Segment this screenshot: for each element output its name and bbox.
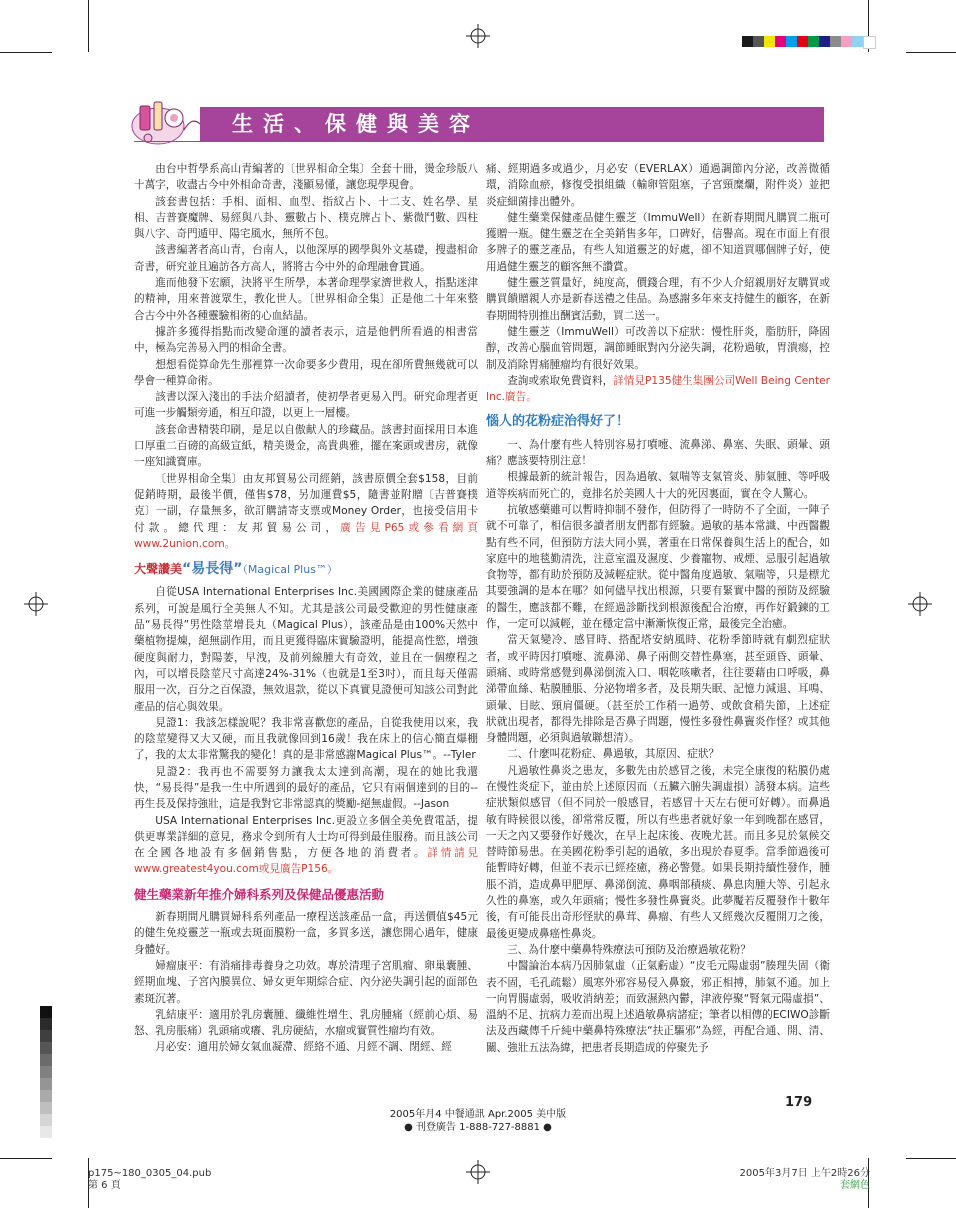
ad-phone-line: [0, 1121, 956, 1134]
color-swatch: [830, 36, 841, 47]
print-date: 2005年3月7日 上午2時26分: [739, 1168, 870, 1179]
ad-reference-link[interactable]: 詳情見P135健生集團公司Well Being Center Inc.廣告。: [486, 374, 830, 404]
paragraph: 月必安：適用於婦女氣血凝滯、經絡不通、月經不調、閉經、經: [155, 1041, 452, 1054]
paragraph: 健生靈芝（ImmuWell）可改善以下症狀：慢性肝炎，脂肪肝，降固醇，改善心腦血管問題，調節睡眠對內分泌失調，花粉過敏，胃潰瘍，控制及消除胃痛腫瘤均有很好效果。: [486, 325, 830, 371]
file-slug: [88, 1168, 211, 1192]
registration-mark-icon: [908, 592, 932, 616]
paragraph-text: USA International Enterprises Inc.更設立多個全美免費電話，提供更專業詳細的意見，務求令到所有人士均可得到最佳服務。而且該公司在全國各地設有多個銷售點，方便各地的消費者。: [134, 814, 478, 860]
page-number: 179: [785, 1095, 813, 1110]
color-swatch: [852, 36, 863, 47]
crop-mark: [88, 0, 89, 52]
gray-swatch: [40, 1018, 52, 1030]
cosmetics-illustration-icon: [128, 96, 206, 146]
paragraph: 自從USA International Enterprises Inc.美國國際企業的健康產品系列，可說是風行全美無人不知。尤其是該公司最受歡迎的男性健康產品“易長得”男性陰莖增長丸（Magical Plus），該產品是由100%天然中藥植物提煉，絕無副作用，而且更獲得臨床實驗證明，能提高性慾，增強硬度與耐力，對陽萎，早洩，及前列線腫大有奇效，並且在一個療程之內，可以增長陰莖尺寸高達24%-31%（也就是1至3吋），而且每天僅需服用一次，百分之百保證，無效退款，從以下真實見證便可知該公司對此產品的信心與效果。: [134, 586, 478, 713]
gray-swatch: [40, 1078, 52, 1090]
publication-line: 2005年月4 中餐通訊 Apr.2005 美中版: [389, 1109, 567, 1120]
crop-mark: [0, 1158, 52, 1159]
gray-swatch: [40, 1090, 52, 1102]
subheading: 三、為什麼中藥鼻特殊療法可預防及治療過敏花粉？: [507, 943, 751, 956]
divider: [134, 141, 824, 142]
article-heading: 健生藥業新年推介婦科系列及保健品優惠活動: [134, 886, 385, 902]
paragraph: 新春期間凡購買婦科系列產品一療程送該產品一盒，再送價值$45元的健生免疫靈芝一瓶或去斑面膜粉一盒，多買多送，讓您開心過年，健康身體好。: [134, 911, 478, 956]
paragraph: [486, 373, 830, 406]
paragraph: 該書以深入淺出的手法介紹讀者，使初學者更易入門。研究命理者更可進一步觸類旁通，相互印證，以更上一層樓。: [134, 391, 478, 420]
subheading: 二、什麼叫花粉症、鼻過敏，其原因、症狀？: [507, 748, 720, 761]
paragraph: 健生藥業保健產品健生靈芝（ImmuWell）在新春期間凡購買二瓶可獲贈一瓶。健生靈芝在全美銷售多年，口碑好，信譽高。現在市面上有很多牌子的靈芝產品，有些人知道靈芝的好處，卻不知道買哪個牌子好，使用過健生靈芝的顧客無不讚賞。: [486, 211, 830, 273]
testimonial: 見證2：我再也不需要努力讓我太太達到高潮，現在的她比我還快，“易長得”是我一生中所遇到的最好的產品，它只有兩個達到的目的--再生長及保持強壯，這是我對它非常認真的獎勵-絕無虛假。--Jason: [134, 765, 478, 811]
testimonial: 見證1：我該怎樣說呢？我非常喜歡您的產品，自從我使用以來，我的陰莖變得又大又硬，而且我就像回到16歲！我在床上的信心簡直爆棚了，我的太太非常驚我的變化！真的是非常感謝Magical Plus™。--Tyler: [134, 716, 478, 762]
registration-mark-icon: [466, 1160, 490, 1184]
color-swatch: [786, 36, 797, 47]
paragraph: 當天氣變冷、感冒時、搭配塔安納風時、花粉季節時就有劇烈症狀者，或平時因打噴嚏、流鼻涕、鼻子兩側交替性鼻塞，甚至頭昏、頭暈、頭痛、或時常感覺到鼻涕倒流入口、咽乾咳嗽者，往往要藉由口呼吸，鼻涕帶血絲、粘膜腫脹、分泌物增多者，及長期失眠、記憶力減退、耳鳴、頭暈、目眩、頸肩僵硬。（甚至於工作稍一過勞、或飲食稍失節，上述症狀就出現者，都得先排除是否鼻子問題，慢性多發性鼻竇炎作怪？或其他身體問題，必須與過敏聯想清）。: [486, 634, 830, 745]
color-swatch: [775, 36, 786, 47]
color-swatch: [797, 36, 808, 47]
color-swatch: [819, 36, 830, 47]
page-label: 第 6 頁: [88, 1180, 121, 1191]
paragraph: 該套書包括：手相、面相、血型、指紋占卜、十二支、姓名學、星相、吉普賽魔牌、易經與八卦、靈數占卜、樸克牌占卜、紫微鬥數、四柱與八字、奇門遁甲、陽宅風水，無所不包。: [134, 195, 478, 241]
ad-reference-link[interactable]: 詳情請見www.greatest4you.com或見廣告P156。: [134, 847, 479, 876]
color-swatch: [841, 36, 852, 47]
date-slug: [722, 1168, 870, 1192]
paragraph: 婦瘤康平：有消痛排毒養身之功效。專於清理子宮肌瘤、卵巢囊腫、經期血塊、子宮內膜異位、婦女更年期綜合症、內分泌失調引起的面部色素斑沉著。: [134, 959, 478, 1005]
paragraph: 該書編著者高山青，台南人，以他深厚的國學與外文基礎，搜盡相命奇書，研究並且遍訪各方高人，將將古今中外的命理融會貫通。: [134, 244, 478, 273]
crop-mark: [906, 52, 956, 53]
paragraph-text: 〔世界相命全集〕由友邦貿易公司經銷，該書原價全套$158，目前促銷時期，最後半價，僅售$78，另加運費$5，隨書並附贈〔吉普賽樸克〕一副，存量無多，欲訂購請寄支票或Money Order，也接受信用卡付款。總代理：友邦貿易公司，: [134, 472, 478, 534]
ad-phone-text: 刊登廣告 1-888-727-8881: [416, 1122, 540, 1133]
left-column: [134, 161, 478, 1056]
paragraph: 據許多獲得指點而改變命運的讀者表示，這是他們所看過的相書當中，極為完善易入門的相命全書。: [134, 325, 478, 355]
paragraph: 凡過敏性鼻炎之患友，多數先由於感冒之後，未完全康復的粘膜仍處在慢性炎症下，並由於上述原因而（五臟六腑失調虛損）誘發本病。這些症狀類似感冒（但不同於一般感冒，若感冒十天左右便可好轉）。而鼻過敏有時候很以後，卻常常反覆，所以有些患者就好象一年到晚都在感冒，一天之內又要發作好幾次，在早上起床後、夜晚尤甚。而且多見於氣候交替時節易患。在美國花粉季引起的過敏，多出現於春夏季。當季節過後可能暫時好轉，但並不表示已經痊癒，務必警覺。如果長期持續性發作，腫脹不消，造成鼻甲肥厚、鼻涕倒流、鼻咽部積痰、鼻息肉腫大等、引起永久性的鼻塞，或久年頭痛；慢性多發性鼻竇炎。此夢魘若反覆發作十數年後，有可能長出奇形怪狀的鼻茸、鼻瘤、有些人又經幾次反覆開刀之後，最後更變成鼻癌性鼻炎。: [486, 764, 830, 940]
product-name: “易長得”: [182, 561, 243, 578]
file-name: p175~180_0305_04.pub: [88, 1168, 212, 1179]
ad-reference-link[interactable]: 廣告見P65或參看網頁www.2union.com。: [134, 521, 478, 550]
color-swatch: [808, 36, 819, 47]
crop-mark: [906, 1158, 956, 1159]
paragraph: 進而他發下宏願，決將平生所學，本著命理學家濟世救人，指點迷津的精神，用來普渡眾生，教化世人。〔世界相命全集〕正是他二十年來整合古今中外各種靈驗相術的心血結晶。: [134, 277, 478, 322]
heading-prefix: 大聲讚美: [134, 562, 183, 577]
paragraph: 抗敏感藥雖可以暫時抑制不發作，但防得了一時防不了全面，一陣子就不可靠了，相信很多讀者朋友們都有經驗。過敏的基本常識、中西醫觀點有些不同，但預防方法大同小異，著重在日常保養與生活上的配合，如家庭中的地毯勤清洗，注意室溫及濕度、少養寵物、戒煙、忌服引起過敏食物等，都有助於預防及減輕症狀。從中醫角度過敏、氣喘等，只是標尤其要強調的是本在哪？如何儘早找出根源，只要有緊實中醫的預防及經驗的醫生，應該都不難，在經過診斷找到根源後配合治療，再作好鍛鍊的工作，一定可以減輕，並在穩定當中漸漸恢復正常，最後完全治癒。: [486, 503, 830, 631]
color-swatch: [742, 36, 753, 47]
paragraph: 乳結康平：適用於乳房囊腫、纖維性增生、乳房腫痛（經前心煩、易怒、乳房脹痛）乳頭痛或癢、乳房硬結，水瘤或實質性瘤均有效。: [134, 1008, 478, 1038]
paragraph: 健生靈芝質量好，純度高，價錢合理，有不少人介紹親朋好友購買或購買饋贈親人亦是新春送禮之佳品。為感謝多年來支持健生的顧客，在新春期間特別推出酬賓活動，買二送一。: [486, 277, 830, 322]
paragraph-text: 查詢或索取免費資料，: [507, 374, 614, 387]
gray-swatch: [40, 1030, 52, 1042]
section-title: 生活、保健與美容: [232, 112, 480, 136]
crop-mark: [0, 52, 52, 53]
subheading: 一、為什麼有些人特別容易打噴嚏、流鼻涕、鼻塞、失眠、頭暈、頭痛？應該要特別注意！: [486, 438, 830, 468]
article-heading: 惱人的花粉症治得好了！: [486, 414, 630, 430]
paragraph: 根據最新的統計報告，因為過敏、氣喘等支氣管炎、肺氣腫、等呼吸道等疾病而死亡的，竟排名於美國人十大的死因裏面，實在令人驚心。: [486, 471, 830, 500]
color-swatch: [764, 36, 775, 47]
bullet-icon: ●: [540, 1122, 552, 1133]
product-name-english: （Magical Plus™）: [242, 563, 338, 577]
registration-mark-icon: [24, 592, 48, 616]
gray-swatch: [40, 1006, 52, 1018]
color-swatch: [753, 36, 764, 47]
bullet-icon: ●: [404, 1122, 416, 1133]
gray-swatch: [40, 1042, 52, 1054]
gray-swatch: [40, 1054, 52, 1066]
color-swatch: [863, 36, 876, 49]
paragraph: [134, 471, 478, 552]
registration-mark-icon: [466, 24, 490, 48]
paragraph: 想想看從算命先生那裡算一次命要多少費用，現在卻所費無幾就可以學會一種算命術。: [134, 358, 478, 387]
paragraph: 中醫論治本病乃因肺氣虛（正氣虧虛）“皮毛元陽虛弱”腠理失固（衛表不固，毛孔疏鬆）風寒外邪容易侵入鼻竅，邪正相搏，肺氣不通。加上一向胃腸虛弱，吸收消納差；而致濕熱內鬱，津液停聚“腎氣元陽虛損”、溫納不足、抗病力差而出現上述過敏鼻病諸症；筆者以相傳的ECIWO診斷法及西藏傳千斤純中藥鼻特殊療法“扶正驅邪”為經，再配合通、開、清、關、強壯五法為緯，把患者長期造成的停聚先予: [486, 960, 830, 1054]
color-label: 套網色: [840, 1180, 870, 1191]
gray-swatch: [40, 1066, 52, 1078]
color-calibration-bar: [742, 36, 876, 49]
footer: [0, 1108, 956, 1134]
paragraph: 由台中哲學系高山青編著的〔世界相命全集〕全套十冊，燙金珍版八十萬字，收盡古今中外相命奇書，淺顯易懂，讓您現學現會。: [134, 163, 478, 192]
paragraph: 痛、經期過多或過少，月必安（EVERLAX）通過調節內分泌，改善微循環，消除血瘀，修復受損組織（輸卵管阻塞，子宮頸糜爛，附件炎）並把炎症細菌排出體外。: [486, 163, 830, 208]
paragraph: 該套命書精裝印刷，是足以自傲献人的珍藏品。該書封面採用日本進口厚重二百磅的高級宣紙，精美燙金，高貴典雅，擺在案頭或書房，就像一座知識寶庫。: [134, 423, 478, 469]
article-heading: [134, 561, 478, 578]
right-column: [486, 161, 830, 1056]
paragraph: [134, 813, 478, 878]
